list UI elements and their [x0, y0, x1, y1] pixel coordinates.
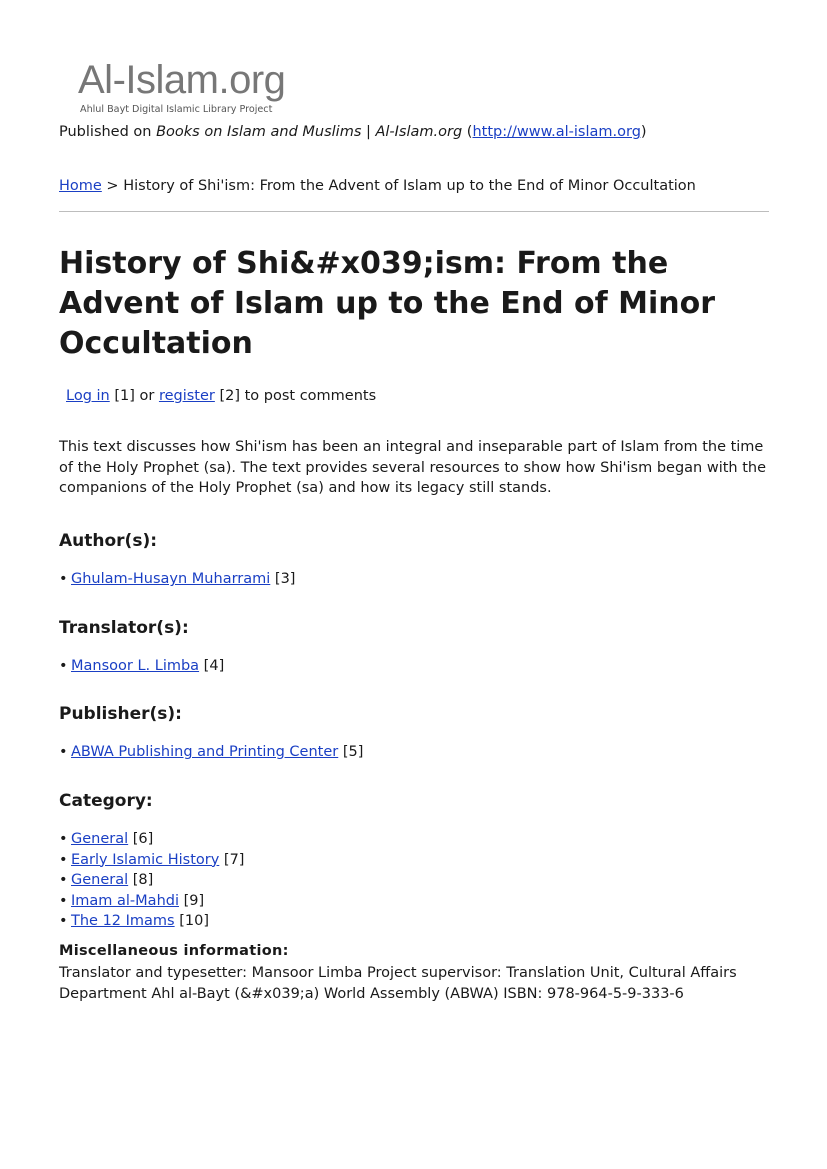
list-item: [59, 850, 244, 871]
list-item: [59, 829, 244, 850]
logo-tagline: Ahlul Bayt Digital Islamic Library Project: [80, 104, 273, 115]
comment-prompt: [66, 388, 376, 404]
bullet-icon: •: [59, 913, 68, 929]
misc-body: Translator and typesetter: Mansoor Limba Project supervisor: Translation Unit, Cultural Affairs Department Ahl al-Bayt (&#x039;a) World Assembly (ABWA) ISBN: 978-964-5-9-333-6: [59, 965, 737, 1002]
book-description: This text discusses how Shi'ism has been an integral and inseparable part of Islam from the time of the Holy Prophet (sa). The text provides several resources to show how Shi'ism began with the companions of the Holy Prophet (sa) and how its legacy still stands.: [59, 439, 767, 497]
ref-number: [9]: [179, 892, 205, 909]
list-item: [59, 911, 244, 932]
list-item: [59, 569, 295, 590]
bullet-icon: •: [59, 872, 68, 888]
list-item: [59, 656, 224, 677]
category-heading: Category:: [59, 791, 153, 811]
category-list: [59, 829, 244, 932]
breadcrumb: [59, 178, 696, 194]
published-prefix: Published on: [59, 124, 157, 140]
breadcrumb-home-link[interactable]: Home: [59, 178, 102, 194]
register-ref: [2] to post comments: [214, 388, 377, 404]
site-url-link[interactable]: http://www.al-islam.org: [472, 124, 641, 140]
site-logo[interactable]: [78, 58, 318, 120]
login-link[interactable]: Log in: [66, 388, 110, 404]
list-item: [59, 891, 244, 912]
register-link[interactable]: register: [158, 388, 215, 404]
bullet-icon: •: [59, 744, 68, 760]
bullet-icon: •: [59, 658, 68, 674]
author-link[interactable]: Ghulam-Husayn Muharrami: [71, 571, 271, 587]
list-item: [59, 870, 244, 891]
published-url-close: ): [640, 124, 647, 140]
ref-number: [4]: [199, 658, 225, 674]
bullet-icon: •: [59, 831, 68, 847]
bullet-icon: •: [59, 892, 68, 909]
publisher-link[interactable]: ABWA Publishing and Printing Center: [71, 744, 339, 760]
page-title: History of Shi&#x039;ism: From the Advent of Islam up to the End of Minor Occultation: [59, 246, 716, 361]
bullet-icon: •: [59, 851, 68, 868]
category-link[interactable]: The 12 Imams: [71, 913, 175, 929]
bullet-icon: •: [59, 571, 68, 587]
ref-number: [5]: [338, 744, 364, 760]
ref-number: [10]: [174, 913, 209, 929]
published-url-open: (: [466, 124, 473, 140]
published-line: [59, 124, 647, 140]
list-item: [59, 742, 363, 763]
ref-number: [3]: [270, 571, 296, 587]
published-site: Books on Islam and Muslims | Al-Islam.org: [156, 124, 463, 140]
login-ref: [1] or: [109, 388, 159, 404]
authors-list: [59, 569, 295, 590]
category-link[interactable]: General: [71, 872, 129, 888]
translator-link[interactable]: Mansoor L. Limba: [71, 658, 200, 674]
misc-heading: Miscellaneous information:: [59, 943, 289, 959]
category-link[interactable]: Early Islamic History: [71, 851, 220, 868]
header-divider: [59, 211, 769, 212]
ref-number: [7]: [219, 851, 245, 868]
publishers-heading: Publisher(s):: [59, 704, 182, 724]
breadcrumb-current: History of Shi'ism: From the Advent of Islam up to the End of Minor Occultation: [123, 178, 696, 194]
category-link[interactable]: Imam al-Mahdi: [71, 892, 179, 909]
category-link[interactable]: General: [71, 831, 129, 847]
logo-wordmark: Al-Islam.org: [78, 58, 286, 102]
breadcrumb-separator: >: [101, 178, 124, 194]
ref-number: [6]: [128, 831, 154, 847]
authors-heading: Author(s):: [59, 531, 158, 551]
ref-number: [8]: [128, 872, 154, 888]
translators-list: [59, 656, 224, 677]
translators-heading: Translator(s):: [59, 618, 189, 638]
publishers-list: [59, 742, 363, 763]
